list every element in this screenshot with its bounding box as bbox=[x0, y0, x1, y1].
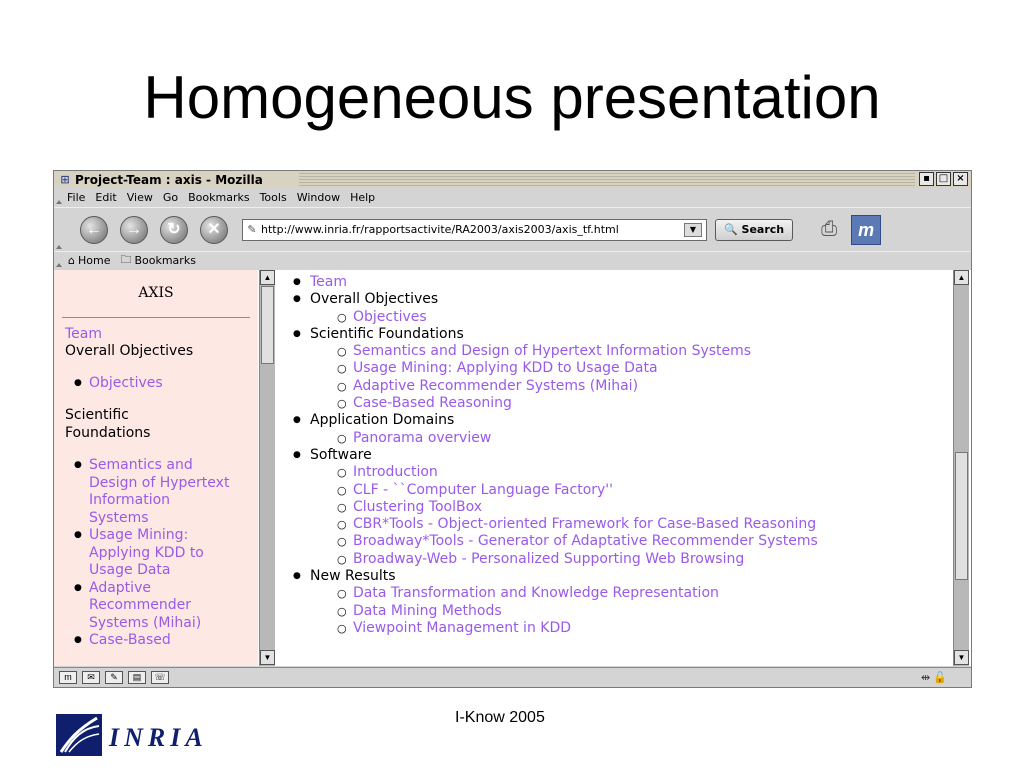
menu-bookmarks[interactable]: Bookmarks bbox=[188, 191, 250, 204]
print-icon[interactable]: ⎙ bbox=[821, 218, 838, 240]
contents-link[interactable]: ○ Broadway*Tools - Generator of Adaptative Recommender Systems bbox=[353, 533, 951, 550]
sidebar-link-adaptive-recommender[interactable]: ● Adaptive Recommender Systems (Mihai) bbox=[89, 580, 239, 633]
menu-go[interactable]: Go bbox=[162, 191, 179, 204]
contents-section-label: Application Domains bbox=[310, 412, 455, 429]
inria-logo bbox=[55, 712, 208, 758]
minimize-button[interactable]: ▪ bbox=[919, 172, 934, 186]
contents-link[interactable]: ○ Adaptive Recommender Systems (Mihai) bbox=[353, 378, 951, 395]
contents-link[interactable]: ○ Objectives bbox=[353, 309, 951, 326]
sidebar-scrollbar[interactable] bbox=[259, 270, 275, 666]
bookmarks-folder[interactable] bbox=[120, 251, 195, 270]
search-button-label: Search bbox=[741, 222, 785, 236]
slide-footer: I-Know 2005 bbox=[455, 709, 545, 726]
browser-window bbox=[53, 170, 972, 688]
window-titlebar[interactable] bbox=[54, 171, 971, 188]
back-button[interactable] bbox=[80, 216, 108, 244]
sidebar-link-team[interactable]: Team bbox=[65, 325, 103, 342]
close-button[interactable]: × bbox=[953, 172, 968, 186]
search-icon: 🔍 bbox=[724, 222, 738, 236]
contents-link[interactable]: ○ Viewpoint Management in KDD bbox=[353, 620, 951, 637]
inria-logo-text: INRIA bbox=[109, 723, 208, 752]
home-link[interactable] bbox=[68, 254, 110, 267]
contents-section-label: Overall Objectives bbox=[310, 291, 439, 308]
titlebar-stripes bbox=[299, 173, 915, 186]
contents-link[interactable]: ○ Data Transformation and Knowledge Representation bbox=[353, 585, 951, 602]
sidebar-scientific-foundations: Scientific Foundations bbox=[65, 407, 151, 441]
sidebar-scroll-up-button[interactable]: ▲ bbox=[260, 270, 275, 285]
navbar-collapse-grip[interactable] bbox=[54, 208, 62, 252]
main-scroll-down-button[interactable]: ▼ bbox=[954, 650, 969, 665]
contents-link[interactable]: ○ Panorama overview bbox=[353, 430, 951, 447]
sidebar-link-semantics[interactable]: ● Semantics and Design of Hypertext Information Systems bbox=[89, 457, 231, 527]
contents-section-label[interactable]: Team bbox=[310, 274, 348, 290]
navigator-icon[interactable]: m bbox=[59, 671, 77, 684]
window-controls bbox=[919, 172, 968, 186]
contents-list bbox=[278, 274, 951, 637]
address-book-icon[interactable]: ▤ bbox=[128, 671, 146, 684]
contents-section bbox=[310, 291, 951, 326]
sidebar-divider bbox=[62, 317, 250, 318]
stop-icon: ✕ bbox=[207, 220, 221, 238]
contents-section bbox=[310, 412, 951, 447]
composer-icon[interactable]: ✎ bbox=[105, 671, 123, 684]
contents-link[interactable]: ○ Case-Based Reasoning bbox=[353, 395, 951, 412]
contents-link[interactable]: ○ Usage Mining: Applying KDD to Usage Data bbox=[353, 360, 951, 377]
main-scroll-thumb[interactable] bbox=[955, 452, 968, 580]
contents-link[interactable]: ○ Semantics and Design of Hypertext Information Systems bbox=[353, 343, 951, 360]
contents-section bbox=[310, 326, 951, 412]
contents-section-label: Scientific Foundations bbox=[310, 325, 464, 342]
sidebar-heading: AXIS bbox=[138, 285, 174, 301]
contents-sublist bbox=[310, 430, 951, 447]
forward-arrow-icon: → bbox=[126, 220, 142, 238]
forward-button[interactable] bbox=[120, 216, 148, 244]
window-title: Project-Team : axis - Mozilla bbox=[75, 173, 267, 187]
menu-view[interactable]: View bbox=[126, 191, 153, 204]
url-field[interactable] bbox=[242, 219, 707, 241]
page-icon: ✎ bbox=[247, 223, 257, 236]
stop-button[interactable] bbox=[200, 216, 228, 244]
contents-link[interactable]: ○ CLF - ``Computer Language Factory'' bbox=[353, 482, 951, 499]
menu-help[interactable]: Help bbox=[350, 191, 376, 204]
contents-link[interactable]: ○ CBR*Tools - Object-oriented Framework for Case-Based Reasoning bbox=[353, 516, 951, 533]
menu-bar bbox=[54, 188, 971, 207]
reload-icon: ↻ bbox=[167, 220, 181, 238]
contents-sublist bbox=[310, 585, 951, 637]
chat-icon[interactable]: ☏ bbox=[151, 671, 169, 684]
contents-link[interactable]: ○ Introduction bbox=[353, 464, 951, 481]
sidebar-scroll-down-button[interactable]: ▼ bbox=[260, 650, 275, 665]
sidebar-link-usage-mining[interactable]: ● Usage Mining: Applying KDD to Usage Data bbox=[89, 527, 231, 580]
sidebar-overall-list bbox=[54, 375, 258, 393]
folder-icon: 🗀 bbox=[120, 253, 132, 266]
main-scroll-up-button[interactable]: ▲ bbox=[954, 270, 969, 285]
mozilla-throbber-icon[interactable]: m bbox=[851, 215, 881, 245]
reload-button[interactable] bbox=[160, 216, 188, 244]
maximize-button[interactable]: □ bbox=[936, 172, 951, 186]
menu-file[interactable]: File bbox=[67, 191, 86, 204]
contents-section[interactable] bbox=[310, 274, 951, 291]
contents-section-label: New Results bbox=[310, 568, 396, 585]
back-arrow-icon: ← bbox=[86, 220, 102, 238]
mail-icon[interactable]: ✉ bbox=[82, 671, 100, 684]
navigation-toolbar bbox=[54, 207, 971, 251]
contents-link[interactable]: ○ Broadway-Web - Personalized Supporting Web Browsing bbox=[353, 551, 951, 568]
sidebar-scientific-list bbox=[54, 457, 254, 650]
status-bar bbox=[54, 667, 971, 687]
sidebar-overall-objectives: Overall Objectives bbox=[65, 343, 194, 359]
personal-toolbar bbox=[54, 251, 971, 269]
contents-link[interactable]: ○ Data Mining Methods bbox=[353, 603, 951, 620]
connection-status-icon[interactable]: ⇹ 🔓 bbox=[921, 672, 947, 684]
search-button[interactable] bbox=[715, 219, 793, 241]
menu-tools[interactable]: Tools bbox=[259, 191, 287, 204]
sidebar-scroll-thumb[interactable] bbox=[261, 286, 274, 364]
menubar-collapse-grip[interactable] bbox=[54, 188, 62, 207]
mozilla-app-icon[interactable]: ⊞ bbox=[60, 172, 70, 186]
contents-link[interactable]: ○ Clustering ToolBox bbox=[353, 499, 951, 516]
main-scrollbar[interactable] bbox=[953, 270, 969, 666]
sidebar-link-case-based[interactable]: ● Case-Based bbox=[89, 632, 231, 650]
contents-section-label: Software bbox=[310, 446, 372, 463]
url-text[interactable]: http://www.inria.fr/rapportsactivite/RA2003/axis2003/axis_tf.html bbox=[261, 223, 619, 236]
home-icon: ⌂ bbox=[68, 254, 75, 267]
sidebar-link-objectives[interactable]: ● Objectives bbox=[89, 375, 258, 393]
contents-sublist bbox=[310, 464, 951, 568]
contents-sublist bbox=[310, 343, 951, 412]
page-content bbox=[54, 270, 971, 666]
url-dropdown-button[interactable]: ▼ bbox=[684, 223, 702, 237]
bookmarks-label: Bookmarks bbox=[134, 254, 196, 267]
contents-section bbox=[310, 447, 951, 568]
menu-edit[interactable]: Edit bbox=[95, 191, 117, 204]
personalbar-collapse-grip[interactable] bbox=[54, 252, 62, 270]
inria-logo-mark-icon bbox=[55, 712, 103, 758]
contents-section bbox=[310, 568, 951, 637]
contents-sublist bbox=[310, 309, 951, 326]
home-label: Home bbox=[77, 254, 111, 267]
main-frame bbox=[278, 270, 951, 666]
sidebar-frame bbox=[54, 270, 258, 666]
menu-window[interactable]: Window bbox=[296, 191, 341, 204]
slide-title: Homogeneous presentation bbox=[143, 64, 881, 131]
